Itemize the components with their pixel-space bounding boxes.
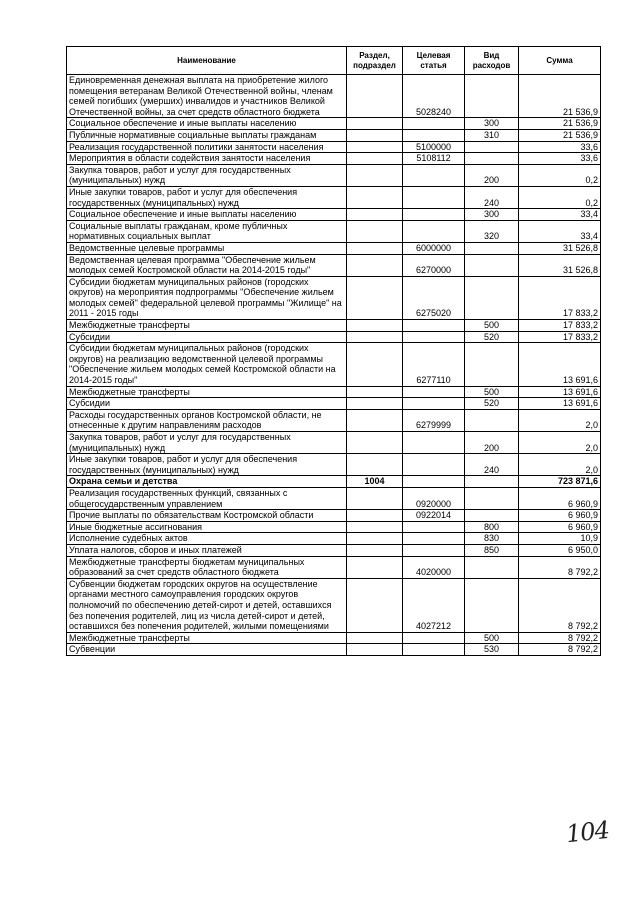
cell-kind (465, 276, 519, 319)
cell-name: Уплата налогов, сборов и иных платежей (67, 544, 347, 556)
cell-name: Иные закупки товаров, работ и услуг для обеспечения государственных (муниципальных) нужд (67, 186, 347, 208)
cell-kind: 240 (465, 186, 519, 208)
cell-kind (465, 556, 519, 578)
table-row (67, 533, 601, 545)
cell-article: 0922014 (403, 510, 465, 522)
cell-article (403, 386, 465, 398)
header-sum: Сумма (519, 47, 601, 75)
cell-sum: 8 792,2 (519, 578, 601, 632)
cell-name: Социальное обеспечение и иные выплаты населению (67, 209, 347, 221)
cell-name: Субсидии (67, 331, 347, 343)
table-row (67, 153, 601, 165)
table-row (67, 510, 601, 522)
table-row (67, 141, 601, 153)
cell-name: Субвенции бюджетам городских округов на осуществление органами местного самоуправления городских округов полномочий по обеспечению детей-сирот и детей, оставшихся без попечения родителей, лиц из числа детей-сирот и детей, оставшихся без попечения родителей, жилыми помещениями (67, 578, 347, 632)
cell-section (347, 242, 403, 254)
cell-section (347, 578, 403, 632)
cell-name: Субвенции (67, 644, 347, 656)
cell-kind: 500 (465, 320, 519, 332)
cell-name: Субсидии бюджетам муниципальных районов (городских округов) на реализацию ведомственной целевой программы "Обеспечение жильем молодых семей Костромской области на 2014-2015 годы" (67, 343, 347, 386)
cell-sum: 17 833,2 (519, 320, 601, 332)
cell-section (347, 454, 403, 476)
table-row (67, 75, 601, 118)
header-kind: Вид расходов (465, 47, 519, 75)
cell-kind: 520 (465, 331, 519, 343)
cell-kind (465, 578, 519, 632)
cell-kind: 800 (465, 521, 519, 533)
cell-article: 6270000 (403, 254, 465, 276)
header-name: Наименование (67, 47, 347, 75)
cell-section (347, 254, 403, 276)
cell-kind: 200 (465, 432, 519, 454)
cell-kind: 320 (465, 220, 519, 242)
cell-sum: 21 536,9 (519, 129, 601, 141)
table-row (67, 556, 601, 578)
cell-article: 6279999 (403, 409, 465, 431)
cell-section (347, 141, 403, 153)
table-header-row (67, 47, 601, 75)
cell-name: Иные закупки товаров, работ и услуг для обеспечения государственных (муниципальных) нужд (67, 454, 347, 476)
cell-article: 5100000 (403, 141, 465, 153)
cell-section (347, 209, 403, 221)
cell-name: Межбюджетные трансферты (67, 632, 347, 644)
cell-section (347, 544, 403, 556)
cell-article (403, 476, 465, 488)
cell-kind (465, 476, 519, 488)
cell-article (403, 644, 465, 656)
cell-article: 5108112 (403, 153, 465, 165)
cell-article (403, 220, 465, 242)
cell-name: Субсидии бюджетам муниципальных районов (городских округов) на мероприятия подпрограммы "Обеспечение жильем молодых семей" федеральной целевой программы "Жилище" на 2011 - 2015 годы (67, 276, 347, 319)
cell-sum: 2,0 (519, 432, 601, 454)
cell-name: Ведомственная целевая программа "Обеспечение жильем молодых семей Костромской области на 2014-2015 годы" (67, 254, 347, 276)
cell-article (403, 331, 465, 343)
cell-article (403, 432, 465, 454)
table-row (67, 544, 601, 556)
cell-sum: 33,4 (519, 209, 601, 221)
cell-kind: 830 (465, 533, 519, 545)
cell-sum: 2,0 (519, 454, 601, 476)
table-row (67, 118, 601, 130)
cell-section (347, 556, 403, 578)
cell-sum: 21 536,9 (519, 118, 601, 130)
cell-name: Межбюджетные трансферты (67, 386, 347, 398)
cell-kind: 850 (465, 544, 519, 556)
cell-section (347, 276, 403, 319)
cell-kind: 200 (465, 164, 519, 186)
cell-sum: 6 960,9 (519, 510, 601, 522)
cell-section (347, 153, 403, 165)
cell-sum: 723 871,6 (519, 476, 601, 488)
budget-table (66, 46, 601, 656)
cell-kind: 520 (465, 398, 519, 410)
cell-article (403, 632, 465, 644)
cell-article (403, 544, 465, 556)
table-row (67, 432, 601, 454)
cell-sum: 8 792,2 (519, 632, 601, 644)
cell-kind: 500 (465, 386, 519, 398)
header-article: Целевая статья (403, 47, 465, 75)
table-row (67, 331, 601, 343)
cell-section (347, 432, 403, 454)
table-row (67, 129, 601, 141)
cell-section (347, 129, 403, 141)
cell-kind (465, 409, 519, 431)
cell-kind: 500 (465, 632, 519, 644)
cell-section (347, 331, 403, 343)
cell-kind: 300 (465, 118, 519, 130)
table-row (67, 220, 601, 242)
cell-name: Единовременная денежная выплата на приобретение жилого помещения ветеранам Великой Отечественной войны, членам семей погибших (умерших) инвалидов и участников Великой Отечественной войны, за счет средств областного бюджета (67, 75, 347, 118)
cell-sum: 0,2 (519, 164, 601, 186)
cell-article: 0920000 (403, 487, 465, 509)
cell-name: Социальное обеспечение и иные выплаты населению (67, 118, 347, 130)
cell-kind (465, 343, 519, 386)
cell-sum: 31 526,8 (519, 254, 601, 276)
cell-name: Охрана семьи и детства (67, 476, 347, 488)
cell-sum: 33,6 (519, 141, 601, 153)
cell-section (347, 632, 403, 644)
cell-article: 4027212 (403, 578, 465, 632)
table-row (67, 409, 601, 431)
cell-kind (465, 487, 519, 509)
cell-section (347, 164, 403, 186)
table-row (67, 632, 601, 644)
cell-sum: 31 526,8 (519, 242, 601, 254)
cell-sum: 8 792,2 (519, 556, 601, 578)
table-row (67, 254, 601, 276)
cell-kind: 300 (465, 209, 519, 221)
cell-name: Межбюджетные трансферты бюджетам муниципальных образований за счет средств областного бюджета (67, 556, 347, 578)
cell-article (403, 320, 465, 332)
header-section: Раздел, подраздел (347, 47, 403, 75)
table-row (67, 209, 601, 221)
cell-article (403, 186, 465, 208)
cell-section (347, 343, 403, 386)
cell-kind (465, 510, 519, 522)
cell-name: Исполнение судебных актов (67, 533, 347, 545)
cell-section (347, 398, 403, 410)
cell-section (347, 487, 403, 509)
cell-article: 6277110 (403, 343, 465, 386)
cell-section (347, 118, 403, 130)
cell-section (347, 220, 403, 242)
cell-kind (465, 75, 519, 118)
page-number: 104 (564, 815, 611, 849)
cell-article (403, 398, 465, 410)
cell-name: Субсидии (67, 398, 347, 410)
cell-sum: 6 960,9 (519, 487, 601, 509)
table-row (67, 186, 601, 208)
cell-kind (465, 254, 519, 276)
table-row (67, 276, 601, 319)
cell-section (347, 409, 403, 431)
cell-sum: 2,0 (519, 409, 601, 431)
table-row (67, 644, 601, 656)
cell-article: 6275020 (403, 276, 465, 319)
cell-name: Ведомственные целевые программы (67, 242, 347, 254)
table-row (67, 487, 601, 509)
cell-sum: 33,6 (519, 153, 601, 165)
cell-sum: 13 691,6 (519, 343, 601, 386)
cell-sum: 33,4 (519, 220, 601, 242)
cell-sum: 17 833,2 (519, 276, 601, 319)
cell-sum: 6 960,9 (519, 521, 601, 533)
cell-name: Иные бюджетные ассигнования (67, 521, 347, 533)
cell-article (403, 454, 465, 476)
cell-name: Закупка товаров, работ и услуг для государственных (муниципальных) нужд (67, 164, 347, 186)
cell-section (347, 510, 403, 522)
table-row (67, 398, 601, 410)
cell-section: 1004 (347, 476, 403, 488)
cell-article (403, 164, 465, 186)
cell-name: Публичные нормативные социальные выплаты гражданам (67, 129, 347, 141)
cell-sum: 0,2 (519, 186, 601, 208)
cell-sum: 8 792,2 (519, 644, 601, 656)
cell-sum: 13 691,6 (519, 386, 601, 398)
cell-article (403, 209, 465, 221)
cell-sum: 17 833,2 (519, 331, 601, 343)
cell-article: 4020000 (403, 556, 465, 578)
cell-name: Мероприятия в области содействия занятости населения (67, 153, 347, 165)
cell-article: 6000000 (403, 242, 465, 254)
cell-name: Реализация государственных функций, связанных с общегосударственным управлением (67, 487, 347, 509)
table-row (67, 343, 601, 386)
cell-article (403, 118, 465, 130)
cell-section (347, 186, 403, 208)
cell-name: Расходы государственных органов Костромской области, не отнесенные к другим направлениям расходов (67, 409, 347, 431)
cell-name: Прочие выплаты по обязательствам Костромской области (67, 510, 347, 522)
cell-sum: 13 691,6 (519, 398, 601, 410)
table-row (67, 521, 601, 533)
table-row (67, 164, 601, 186)
cell-section (347, 533, 403, 545)
cell-kind: 240 (465, 454, 519, 476)
table-row (67, 454, 601, 476)
table-row (67, 386, 601, 398)
cell-section (347, 75, 403, 118)
cell-name: Реализация государственной политики занятости населения (67, 141, 347, 153)
cell-kind (465, 141, 519, 153)
cell-section (347, 386, 403, 398)
cell-sum: 6 950,0 (519, 544, 601, 556)
table-row (67, 476, 601, 488)
cell-kind: 310 (465, 129, 519, 141)
cell-section (347, 521, 403, 533)
cell-article (403, 129, 465, 141)
table-row (67, 578, 601, 632)
cell-section (347, 320, 403, 332)
cell-article (403, 533, 465, 545)
cell-article (403, 521, 465, 533)
cell-section (347, 644, 403, 656)
cell-name: Социальные выплаты гражданам, кроме публичных нормативных социальных выплат (67, 220, 347, 242)
cell-article: 5028240 (403, 75, 465, 118)
cell-kind (465, 153, 519, 165)
cell-sum: 21 536,9 (519, 75, 601, 118)
cell-name: Межбюджетные трансферты (67, 320, 347, 332)
cell-kind (465, 242, 519, 254)
table-row (67, 242, 601, 254)
cell-sum: 10,9 (519, 533, 601, 545)
cell-kind: 530 (465, 644, 519, 656)
cell-name: Закупка товаров, работ и услуг для государственных (муниципальных) нужд (67, 432, 347, 454)
table-row (67, 320, 601, 332)
